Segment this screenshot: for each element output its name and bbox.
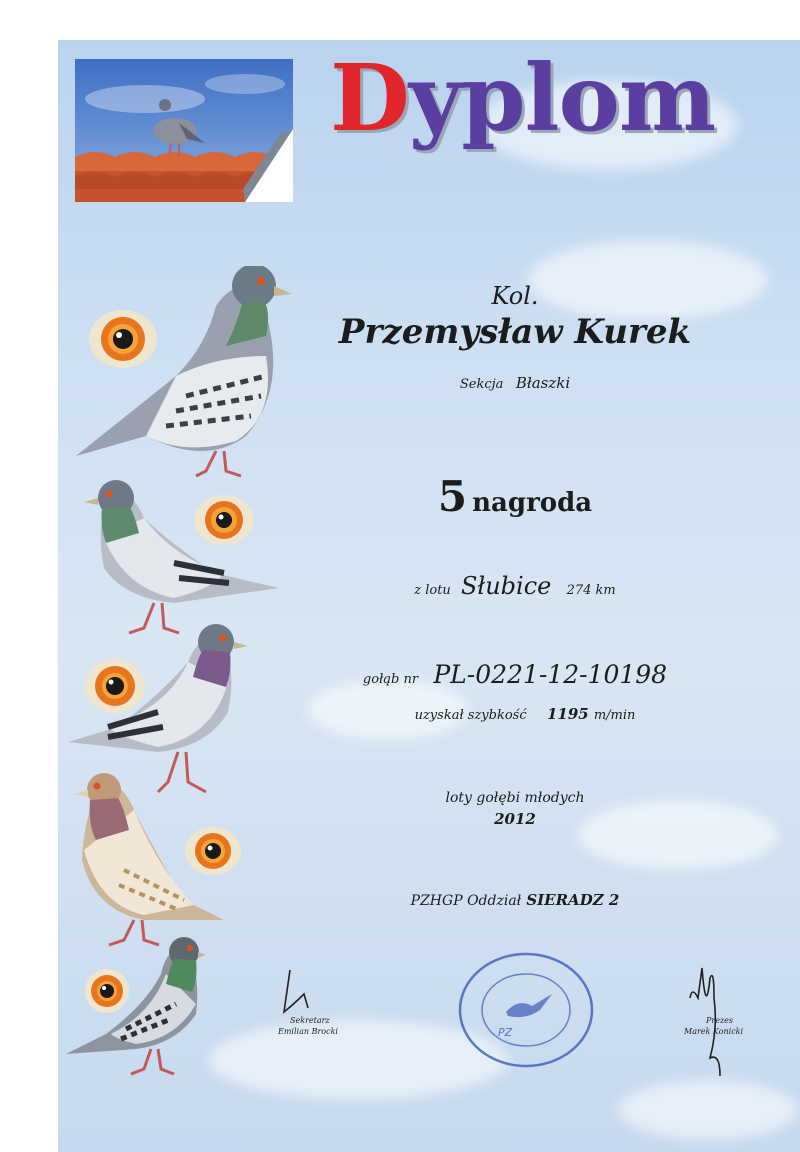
pigeon-ring-number: PL-0221-12-10198 <box>433 660 668 689</box>
speed-label: uzyskał szybkość <box>414 708 527 723</box>
president-name: Marek Konicki <box>684 1027 744 1036</box>
secretary-name: Emilian Brocki <box>278 1027 338 1036</box>
pigeon-checker-illustration <box>66 266 296 490</box>
title-first-letter: D <box>330 44 409 152</box>
flight-distance: 274 km <box>566 583 616 598</box>
flight-line <box>290 572 740 600</box>
pigeon-dark-checker-illustration <box>66 934 206 1088</box>
pigeon-label: gołąb nr <box>362 672 419 687</box>
award-number: 5 <box>437 472 468 521</box>
president-role: Prezes <box>706 1016 733 1025</box>
recipient-name: Przemysław Kurek <box>338 312 692 352</box>
section-value: Błaszki <box>515 374 571 392</box>
category-label: loty gołębi młodych <box>445 790 585 806</box>
branch-name: SIERADZ 2 <box>526 891 620 909</box>
speed-line <box>300 704 750 723</box>
speed-unit: m/min <box>593 708 636 723</box>
stamp-abbreviation: PZ <box>498 1026 513 1039</box>
official-stamp <box>456 950 596 1070</box>
pigeon-mealy-illustration <box>74 770 229 959</box>
section-label: Sekcja <box>459 377 504 392</box>
flight-label: z lotu <box>414 583 451 598</box>
speed-value: 1195 <box>546 705 589 723</box>
branch-prefix: PZHGP Oddział <box>410 893 522 909</box>
pigeon-ring-line <box>290 660 740 689</box>
award-line <box>290 472 740 521</box>
category-year: 2012 <box>494 810 536 828</box>
section-line <box>290 374 740 392</box>
header-photo-pigeon-on-roof <box>75 59 293 202</box>
recipient-prefix: Kol. <box>491 282 539 310</box>
branch-line <box>290 890 740 909</box>
secretary-role: Sekretarz <box>290 1016 330 1025</box>
award-label: nagroda <box>472 488 593 518</box>
flight-place: Słubice <box>460 572 552 600</box>
diploma-title <box>330 44 716 152</box>
title-rest: yplom <box>408 44 716 152</box>
